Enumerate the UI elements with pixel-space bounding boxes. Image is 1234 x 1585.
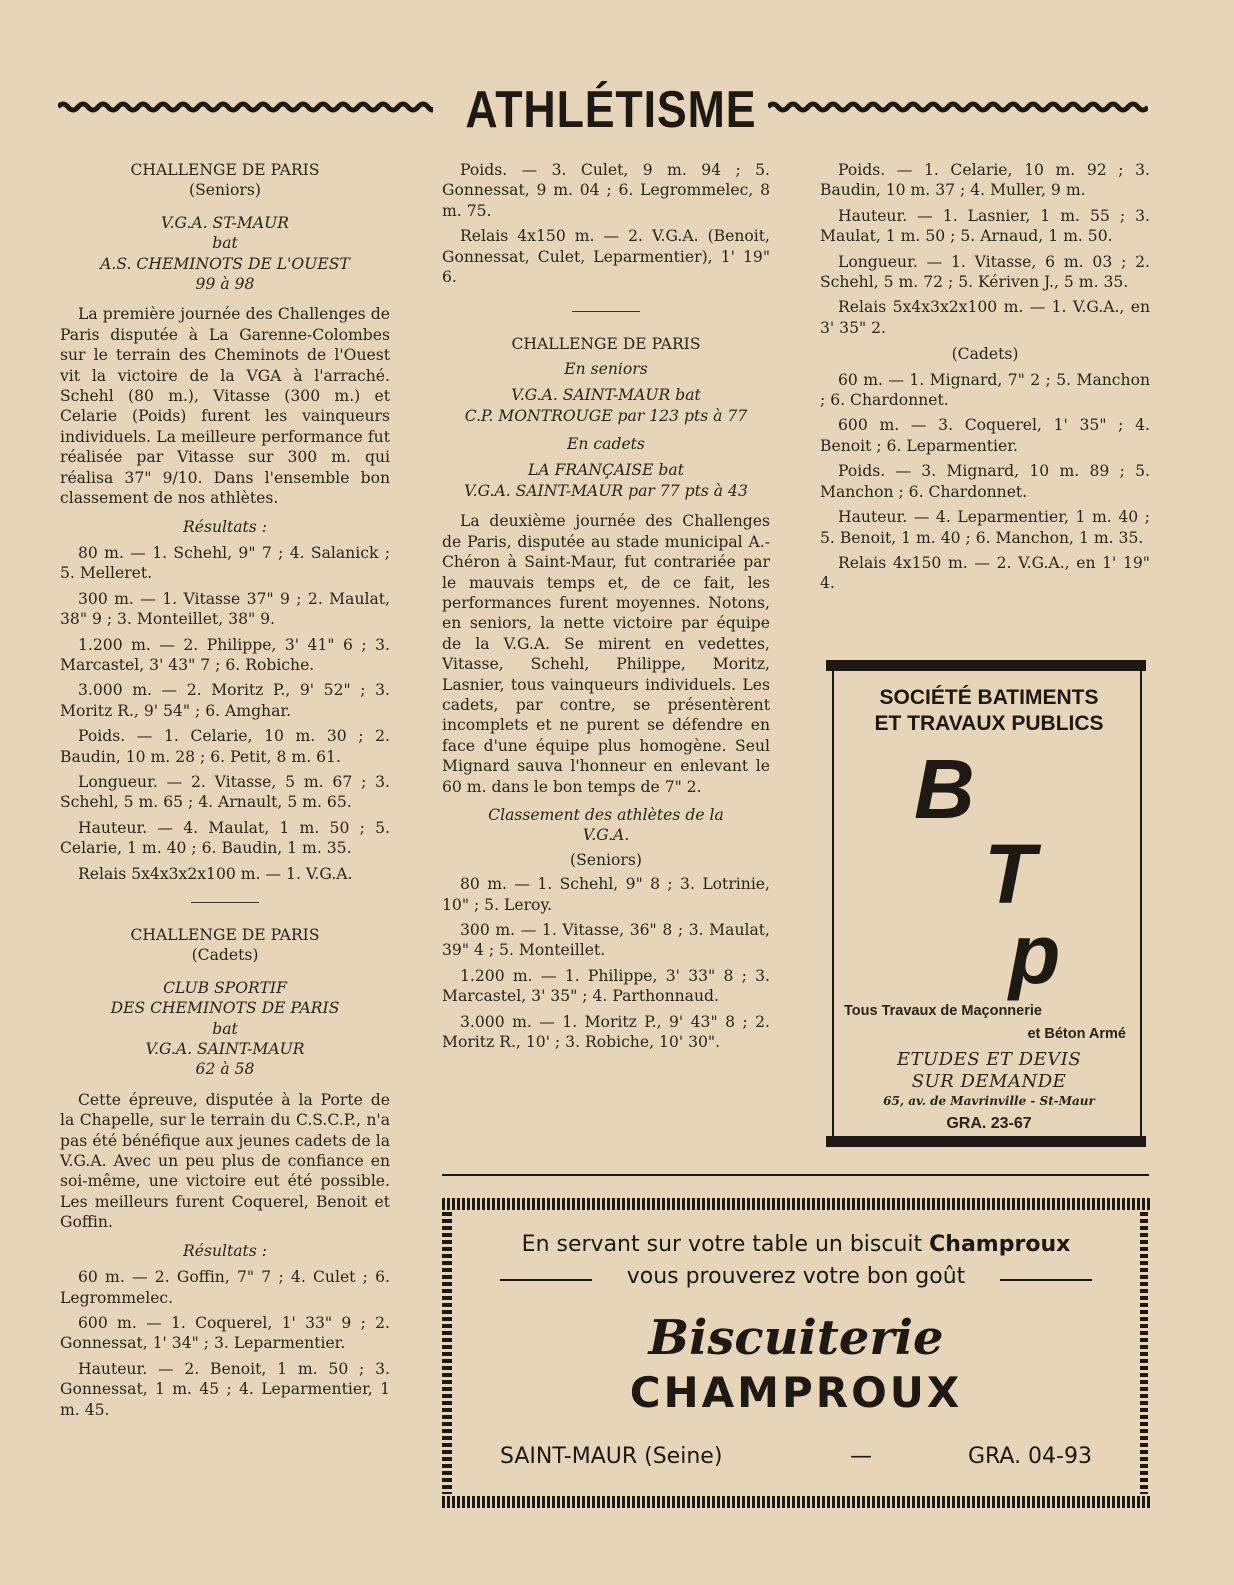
ad-company-name [834,685,1144,737]
result-line: 600 m. — 1. Coquerel, 1' 33" 9 ; 2. Gonnessat, 1' 34" ; 3. Leparmentier. [60,1313,390,1353]
result-line: Hauteur. — 4. Leparmentier, 1 m. 40 ; 5. Benoit, 1 m. 40 ; 6. Manchon, 1 m. 35. [820,508,1150,547]
ad-quote-line-2: SUR DEMANDE [911,1071,1067,1092]
ad-slogan-text: En servant sur votre table un biscuit [521,1232,930,1257]
ad-bottom-bar [826,1136,1146,1147]
result-line: Poids. — 1. Celarie, 10 m. 92 ; 3. Baudin, 10 m. 37 ; 4. Muller, 9 m. [820,161,1150,200]
classification-title: Classement des athlètes de la V.G.A. [488,805,724,845]
section-header [58,78,1148,142]
team-winner: CLUB SPORTIF [163,978,287,997]
ad-frame [832,671,1142,1136]
ad-brand-name: CHAMPROUX [629,1368,963,1417]
result-line: Longueur. — 1. Vitasse, 6 m. 03 ; 2. Schehl, 5 m. 72 ; 5. Kériven J., 5 m. 35. [820,252,1150,292]
result-line: 60 m. — 2. Goffin, 7" 7 ; 4. Culet ; 6. Legrommelec. [60,1268,390,1307]
article-paragraph: La première journée des Challenges de Paris disputée à La Garenne-Colombes sur le terrain des Cheminots de l'Ouest vit la victoire de la VGA à l'arraché. Schehl (80 m.), Vitasse (300 m.) et Celarie (Poids) furent les vainqueurs individuels. La meilleure performance fut réalisée par Vitasse sur 300 m. qui réalisa 37" 9/10. Dans l'ensemble bon classement de nos athlètes. [60,305,390,508]
column-1 [60,160,390,1425]
column-2 [442,160,770,1057]
result-line: Relais 5x4x3x2x100 m. — 1. V.G.A., en 3' 35" 2. [820,298,1150,337]
article-paragraph: Cette épreuve, disputée à la Porte de la Chapelle, sur le terrain du C.S.C.P., n'a pas été bénéfique aux jeunes cadets de la V.G.A. Avec un peu plus de confiance en soi-même, une victoire eut été possible. Les meilleurs furent Coquerel, Benoit et Goffin. [60,1090,390,1232]
result-line: 3.000 m. — 2. Moritz P., 9' 52" ; 3. Moritz R., 9' 54" ; 6. Amghar. [60,681,390,720]
ad-company-line-1: SOCIÉTÉ BATIMENTS [879,686,1099,709]
horizontal-rule [442,1174,1149,1176]
ad-phone: GRA. 04-93 [967,1444,1092,1469]
btp-advertisement [826,660,1146,1145]
result-line: Poids. — 1. Celarie, 10 m. 30 ; 2. Baudin, 10 m. 28 ; 6. Petit, 8 m. 61. [60,727,390,766]
result-line: 60 m. — 1. Mignard, 7" 2 ; 5. Manchon ; 6. Chardonnet. [820,370,1150,410]
ad-slogan-brand: Champroux [929,1232,1071,1257]
team-loser: V.G.A. SAINT-MAUR [145,1040,305,1059]
column-3 [820,160,1150,599]
ad-quote-line-1: ETUDES ET DEVIS [896,1049,1082,1070]
ad-slogan-rule-right [1000,1279,1092,1281]
ad-slogan-line-2: vous prouverez votre bon goût [626,1264,966,1289]
result-line: 1.200 m. — 1. Philippe, 3' 33" 8 ; 3. Marcastel, 3' 35" ; 4. Parthonnaud. [442,966,770,1006]
ad-city: SAINT-MAUR (Seine) [500,1444,723,1469]
ad-dash: — [850,1444,872,1469]
score: 62 à 58 [195,1060,255,1079]
ad-company-line-2: ET TRAVAUX PUBLICS [874,712,1104,735]
challenge-title: CHALLENGE DE PARIS [511,335,701,354]
result-line: 300 m. — 1. Vitasse 37" 9 ; 2. Maulat, 38" 9 ; 3. Monteillet, 38" 9. [60,589,390,629]
cadets-challenge-heading [60,925,390,1080]
wave-ornament-right [768,100,1148,114]
seniors-winner: V.G.A. SAINT-MAUR bat [511,386,701,405]
result-line: Poids. — 3. Mignard, 10 m. 89 ; 5. Manchon ; 6. Chardonnet. [820,462,1150,501]
logo-letter-t: T [984,827,1036,921]
challenge-category: (Seniors) [189,181,261,200]
result-line: Hauteur. — 2. Benoit, 1 m. 50 ; 3. Gonnessat, 1 m. 45 ; 4. Leparmentier, 1 m. 45. [60,1359,390,1419]
cadets-label: En cadets [567,435,645,454]
results-title: Résultats : [182,517,268,536]
bat-label: bat [212,234,238,253]
team-winner-2: DES CHEMINOTS DE PARIS [110,999,340,1018]
separator-rule [572,311,640,312]
ad-phone: GRA. 23-67 [946,1115,1032,1132]
ad-address: 65, av. de Mavrinville - St-Maur [883,1094,1095,1108]
challenge-title: CHALLENGE DE PARIS [130,926,320,944]
logo-letter-b: B [914,742,975,836]
page-title: ATHLÉTISME [465,81,757,139]
seniors-score: C.P. MONTROUGE par 123 pts à 77 [464,406,748,425]
result-line: Relais 4x150 m. — 2. V.G.A., en 1' 19" 4. [820,553,1150,593]
ad-slogan-line-1 [442,1232,1150,1257]
result-line: Longueur. — 2. Vitasse, 5 m. 67 ; 3. Schehl, 5 m. 65 ; 4. Arnault, 5 m. 65. [60,772,390,812]
team-loser: A.S. CHEMINOTS DE L'OUEST [100,254,350,273]
result-line: 1.200 m. — 2. Philippe, 3' 41" 6 ; 3. Marcastel, 3' 43" 7 ; 6. Robiche. [60,635,390,674]
biscuit-advertisement [442,1198,1150,1508]
seniors-challenge-heading [60,160,390,294]
cadets-subheading: (Cadets) [951,345,1019,364]
ad-quote-offer [834,1049,1144,1093]
ad-top-bar [826,660,1146,671]
article-paragraph: La deuxième journée des Challenges de Paris, disputée au stade municipal A.-Chéron à Saint-Maur, fut contrariée par le mauvais temps et, de ce fait, les performances furent moyennes. Notons, en seniors, la nette victoire par équipe de la V.G.A. Se mirent en vedettes, Vitasse, Schehl, Philippe, Moritz, Lasnier, tous vainqueurs individuels. Les cadets, par contre, se présentèrent incomplets et ne purent se défendre en face d'une équipe plus homogène. Seul Mignard sauva l'honneur en enlevant le 60 m. dans le bon temps de 7" 2. [442,512,770,796]
bat-label: bat [212,1019,238,1038]
result-line: Hauteur. — 4. Maulat, 1 m. 50 ; 5. Celarie, 1 m. 40 ; 6. Baudin, 1 m. 35. [60,818,390,858]
cadets-winner: LA FRANÇAISE bat [528,461,684,480]
logo-letter-p: p [1009,907,1061,1001]
wave-ornament-left [58,100,433,114]
challenge-heading [442,334,770,501]
results-title: Résultats : [182,1241,268,1260]
result-line: Poids. — 3. Culet, 9 m. 94 ; 5. Gonnessat, 9 m. 04 ; 6. Legrommelec, 8 m. 75. [442,161,770,220]
score: 99 à 98 [195,275,255,294]
ad-slogan-rule-left [500,1279,592,1281]
result-line: 600 m. — 3. Coquerel, 1' 35" ; 4. Benoit ; 6. Leparmentier. [820,416,1150,455]
ad-services-line-2: et Béton Armé [1027,1026,1126,1042]
ad-slogan-line-2-row [500,1264,1092,1294]
challenge-category: (Cadets) [191,946,259,965]
team-winner: V.G.A. ST-MAUR [161,213,289,232]
seniors-label: En seniors [564,359,648,378]
result-line: 3.000 m. — 1. Moritz P., 9' 43" 8 ; 2. Moritz R., 10' ; 3. Robiche, 10' 30". [442,1012,770,1052]
cadets-score: V.G.A. SAINT-MAUR par 77 pts à 43 [464,481,748,500]
result-line: Relais 5x4x3x2x100 m. — 1. V.G.A. [78,864,353,883]
seniors-subheading: (Seniors) [570,850,642,869]
result-line: Relais 4x150 m. — 2. V.G.A. (Benoit, Gonnessat, Culet, Leparmentier), 1' 19" 6. [442,227,770,287]
result-line: 80 m. — 1. Schehl, 9" 8 ; 3. Lotrinie, 10" ; 5. Leroy. [442,875,770,914]
ad-services-line-1: Tous Travaux de Maçonnerie [844,1003,1042,1019]
result-line: 80 m. — 1. Schehl, 9" 7 ; 4. Salanick ; 5. Melleret. [60,543,390,583]
result-line: 300 m. — 1. Vitasse, 36" 8 ; 3. Maulat, 39" 4 ; 5. Monteillet. [442,921,770,960]
ad-script-title: Biscuiterie [648,1310,944,1366]
result-line: Hauteur. — 1. Lasnier, 1 m. 55 ; 3. Maulat, 1 m. 50 ; 5. Arnaud, 1 m. 50. [820,206,1150,246]
challenge-title: CHALLENGE DE PARIS [130,161,320,179]
separator-rule [191,902,259,903]
